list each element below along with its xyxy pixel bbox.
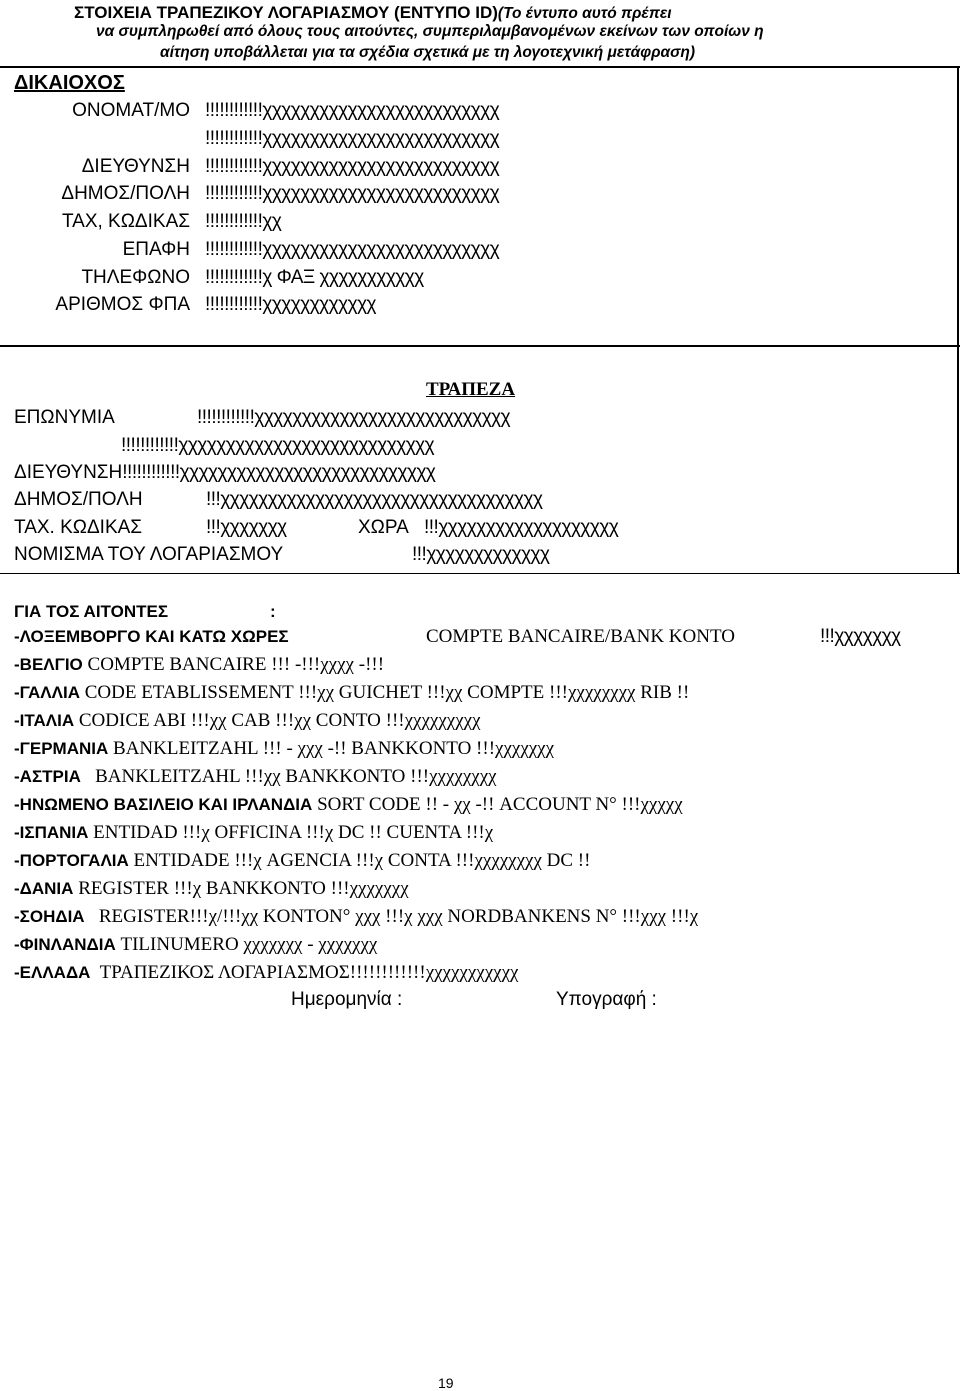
applicant-country: -ΓΑΛΛΙΑ	[14, 683, 80, 702]
applicant-country: -ΒΕΛΓΙΟ	[14, 655, 83, 674]
bank-value-currency: !!!χχχχχχχχχχχχχ	[412, 544, 550, 565]
applicant-fields: ΤΡΑΠΕΖΙΚΟΣ ΛΟΓΑΡΙΑΣΜΟΣ!!!!!!!!!!!!χχχχχχχχχχχ	[90, 962, 519, 983]
applicant-country: -ΗΝΩΜΕΝΟ ΒΑΣΙΛΕΙΟ ΚΑΙ ΙΡΛΑΝΔΙΑ	[14, 795, 313, 814]
header-title-line	[74, 4, 672, 22]
bank-bottom-rule	[0, 573, 960, 574]
applicant-fields: BANKLEITZAHL !!! - χχχ -!! BANKKONTO !!!χχχχχχχ	[108, 738, 555, 759]
applicant-fields: TILINUMERO χχχχχχχ - χχχχχχχ	[115, 934, 378, 955]
bank-label-zip: ΤΑΧ. ΚΩΔΙΚΑΣ	[14, 517, 143, 538]
applicants-title: ΓΙΑ ΤΟΣ ΑΙΤΟΝΤΕΣ	[14, 602, 169, 621]
bank-value-zip: !!!χχχχχχχ	[206, 517, 287, 538]
holder-value-phone: !!!!!!!!!!!!χ ΦΑΞ χχχχχχχχχχχ	[205, 267, 424, 288]
holder-value-vat: !!!!!!!!!!!!χχχχχχχχχχχχ	[205, 294, 377, 315]
applicant-line-de	[14, 739, 554, 758]
bank-value-name-2: !!!!!!!!!!!!χχχχχχχχχχχχχχχχχχχχχχχχχχχ	[121, 435, 435, 456]
holder-label-address: ΔΙΕΥΘΥΝΣΗ	[81, 156, 190, 177]
applicant-line-at	[14, 767, 497, 786]
top-rule	[0, 66, 960, 68]
bank-address-label-text: ΔΙΕΥΘΥΝΣΗ	[14, 462, 123, 483]
applicants-colon: :	[270, 602, 276, 621]
holder-label-zip: ΤΑΧ, ΚΩΔΙΚΑΣ	[61, 211, 190, 232]
applicant-country: -ΙΣΠΑΝΙΑ	[14, 823, 89, 842]
date-label: Ημερομηνία :	[291, 989, 403, 1010]
page-number: 19	[438, 1375, 454, 1391]
right-rule-bank	[957, 347, 959, 573]
applicant-country: -ΦΙΝΛΑΝΔΙΑ	[14, 935, 116, 954]
bank-label-currency: ΝΟΜΙΣΜΑ ΤΟΥ ΛΟΓΑΡΙΑΣΜΟΥ	[14, 544, 284, 565]
applicant-fields: REGISTER !!!χ BANKKONTO !!!χχχχχχχ	[73, 878, 409, 899]
applicant-line-fr	[14, 683, 689, 702]
applicant-fields: ENTIDAD !!!χ OFFICINA !!!χ DC !! CUENTA !!!χ	[88, 822, 494, 843]
applicant-line-it	[14, 711, 481, 730]
applicant-country: -ΠΟΡΤΟΓΑΛΙΑ	[14, 851, 129, 870]
holder-value-name-2: !!!!!!!!!!!!χχχχχχχχχχχχχχχχχχχχχχχχχ	[205, 128, 500, 149]
applicant-fields: CODE ETABLISSEMENT !!!χχ GUICHET !!!χχ COMPTE !!!χχχχχχχχ RIB !!	[79, 682, 690, 703]
applicant-line-lux-tail: !!!χχχχχχχ	[820, 626, 901, 647]
signature-label: Υπογραφή :	[556, 989, 657, 1010]
holder-value-name: !!!!!!!!!!!!χχχχχχχχχχχχχχχχχχχχχχχχχ	[205, 100, 500, 121]
applicant-line-dk	[14, 879, 409, 898]
holder-label-vat: ΑΡΙΘΜΟΣ ΦΠΑ	[55, 294, 190, 315]
bank-label-city: ΔΗΜΟΣ/ΠΟΛΗ	[14, 489, 143, 510]
applicant-country: -ΛΟΞΕΜΒΟΡΓΟ ΚΑΙ ΚΑΤΩ ΧΩΡΕΣ	[14, 627, 289, 646]
bank-label-country: ΧΩΡΑ	[358, 517, 409, 538]
holder-label-city: ΔΗΜΟΣ/ΠΟΛΗ	[61, 183, 190, 204]
bank-value-country: !!!χχχχχχχχχχχχχχχχχχχ	[424, 517, 619, 538]
holder-value-address: !!!!!!!!!!!!χχχχχχχχχχχχχχχχχχχχχχχχχ	[205, 156, 500, 177]
applicant-line-es	[14, 823, 493, 842]
header-note-1: (Το έντυπο αυτό πρέπει	[497, 5, 672, 22]
applicant-line-lux-rest: COMPTE BANCAIRE/BANK KONTO	[426, 626, 735, 647]
holder-bottom-rule	[0, 345, 960, 347]
applicant-line-se	[14, 907, 698, 926]
bank-label-name: ΕΠΩΝΥΜΙΑ	[14, 407, 115, 428]
holder-value-contact: !!!!!!!!!!!!χχχχχχχχχχχχχχχχχχχχχχχχχ	[205, 239, 500, 260]
applicant-country: -ΙΤΑΛΙΑ	[14, 711, 75, 730]
applicant-line-lux	[14, 627, 289, 646]
applicant-country: -ΔΑΝΙΑ	[14, 879, 74, 898]
right-rule-holder	[957, 66, 959, 347]
holder-label-phone: ΤΗΛΕΦΩΝΟ	[81, 267, 190, 288]
holder-label-name: ΟΝΟΜΑΤ/ΜΟ	[72, 100, 190, 121]
header-note-3: αίτηση υποβάλλεται για τα σχέδια σχετικά με τη λογοτεχνική μετάφραση)	[160, 44, 696, 61]
bank-section-title: ΤΡΑΠΕΖΑ	[426, 379, 516, 400]
bank-label-address	[14, 463, 435, 482]
applicant-fields: BANKLEITZAHL !!!χχ BANKKONTO !!!χχχχχχχχ	[80, 766, 497, 787]
applicant-country: -ΑΣΤΡΙΑ	[14, 767, 81, 786]
applicant-country: -ΣΟΗΔΙΑ	[14, 907, 85, 926]
holder-value-city: !!!!!!!!!!!!χχχχχχχχχχχχχχχχχχχχχχχχχ	[205, 183, 500, 204]
applicant-fields: ENTIDADE !!!χ AGENCIA !!!χ CONTA !!!χχχχχχχχ DC !!	[128, 850, 591, 871]
applicant-line-be	[14, 655, 384, 674]
applicant-line-uk	[14, 795, 683, 814]
bank-value-name: !!!!!!!!!!!!χχχχχχχχχχχχχχχχχχχχχχχχχχχ	[197, 407, 511, 428]
applicant-country: -ΕΛΛΑΔΑ	[14, 963, 91, 982]
applicant-line-gr	[14, 963, 518, 982]
applicant-fields: SORT CODE !! - χχ -!! ACCOUNT N° !!!χχχχχ	[312, 794, 683, 815]
applicant-country: -ΓΕΡΜΑΝΙΑ	[14, 739, 109, 758]
bank-value-address: !!!!!!!!!!!!χχχχχχχχχχχχχχχχχχχχχχχχχχχ	[122, 462, 436, 483]
header-title: ΣΤΟΙΧΕΙΑ ΤΡΑΠΕΖΙΚΟΥ ΛΟΓΑΡΙΑΣΜΟΥ (ΕΝΤΥΠΟ ID)	[74, 3, 498, 22]
applicant-line-fi	[14, 935, 377, 954]
holder-section-title: ΔΙΚΑΙΟΧΟΣ	[14, 72, 125, 94]
applicant-line-pt	[14, 851, 590, 870]
holder-label-contact: ΕΠΑΦΗ	[122, 239, 190, 260]
applicant-fields: CODICE ABI !!!χχ CAB !!!χχ CONTO !!!χχχχχχχχχ	[74, 710, 481, 731]
header-note-2: να συμπληρωθεί από όλους τους αιτούντες, συμπεριλαμβανομένων εκείνων των οποίων η	[96, 23, 764, 40]
applicant-fields: REGISTER!!!χ/!!!χχ KONTON° χχχ !!!χ χχχ NORDBANKENS N° !!!χχχ !!!χ	[84, 906, 699, 927]
applicant-fields: COMPTE BANCAIRE !!! -!!!χχχχ -!!!	[82, 654, 385, 675]
bank-value-city: !!!χχχχχχχχχχχχχχχχχχχχχχχχχχχχχχχχχχ	[206, 489, 543, 510]
holder-value-zip: !!!!!!!!!!!!χχ	[205, 211, 282, 232]
